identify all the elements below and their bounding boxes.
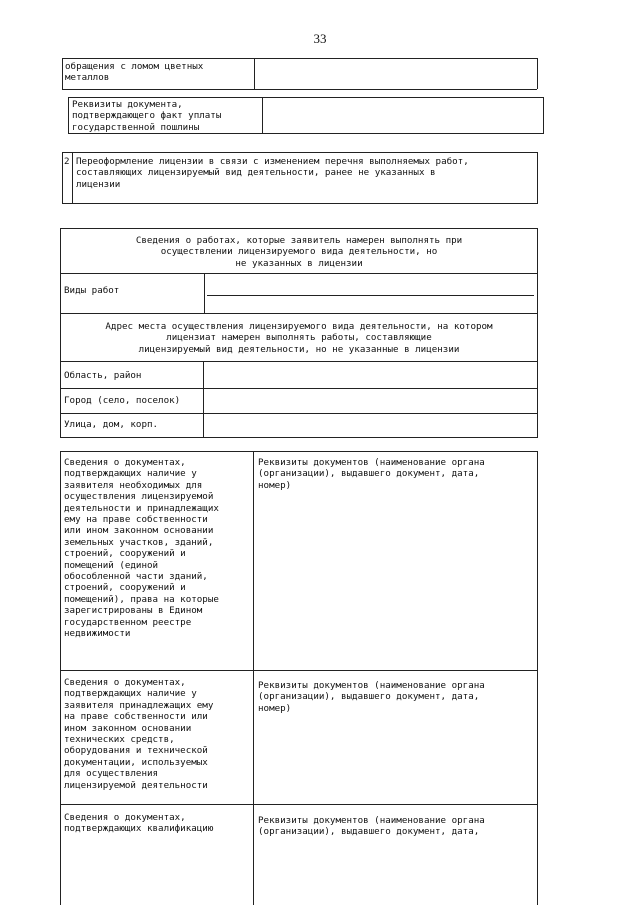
city-row-line bbox=[60, 413, 538, 414]
land-buildings-docs-label: Сведения о документах, подтверждающих наличие у заявителя необходимых для осуществления лицензируемой деятельности и принадлежащих ему на праве собственности или ином законном основании земельных участков, зданий, строений, сооружений и помещений (единой обособленной части зданий, строений, сооружений и помещений), права на которые зарегистрированы в Едином государственном реестре недвижимости bbox=[64, 457, 219, 640]
equipment-docs-label: Сведения о документах, подтверждающих наличие у заявителя принадлежащих ему на праве собственности или ином законном основании технических средств, оборудования и технической документации, используемых для осуществления лицензируемой деятельности bbox=[64, 677, 214, 791]
works-type-field[interactable] bbox=[207, 277, 534, 309]
block1-bottom-border bbox=[62, 89, 537, 90]
equipment-docs-field[interactable] bbox=[258, 718, 534, 800]
documents-table-left bbox=[60, 451, 61, 905]
land-buildings-docs-field[interactable] bbox=[258, 496, 534, 666]
works-header-line bbox=[60, 273, 538, 274]
city-field[interactable] bbox=[206, 391, 536, 411]
block1-right-border bbox=[537, 58, 538, 89]
address-header-line bbox=[60, 361, 538, 362]
works-row-divider bbox=[204, 273, 205, 313]
qualification-docs-details: Реквизиты документов (наименование органа (организации), выдавшего документ, дата, bbox=[258, 815, 485, 838]
city-label: Город (село, поселок) bbox=[64, 395, 181, 406]
block1-left-border bbox=[62, 58, 63, 89]
block1-top-border bbox=[62, 58, 537, 59]
reissue-option-number: 2 bbox=[64, 156, 70, 167]
works-row-bottom-line bbox=[60, 313, 538, 314]
documents-row2-line bbox=[60, 804, 538, 805]
state-duty-value-field[interactable] bbox=[266, 100, 540, 130]
documents-table-right bbox=[537, 451, 538, 905]
documents-table-divider bbox=[253, 451, 254, 905]
documents-row1-line bbox=[60, 670, 538, 671]
documents-table-top bbox=[60, 451, 538, 452]
reissue-option-text: Переоформление лицензии в связи с изменением перечня выполняемых работ, составляющих лицензируемый вид деятельности, ранее не указанных в лицензии bbox=[76, 156, 469, 190]
land-buildings-docs-details: Реквизиты документов (наименование органа (организации), выдавшего документ, дата, номер) bbox=[258, 457, 485, 491]
page-number: 33 bbox=[313, 31, 327, 46]
address-header: Адрес места осуществления лицензируемого вида деятельности, на котором лицензиат намерен выполнять работы, составляющие лицензируемый вид деятельности, но не указанные в лицензии bbox=[105, 321, 493, 355]
block2-divider bbox=[262, 97, 263, 134]
block1-divider bbox=[254, 58, 255, 89]
region-field[interactable] bbox=[206, 364, 536, 386]
qualification-docs-label: Сведения о документах, подтверждающих квалификацию bbox=[64, 812, 214, 835]
street-label: Улица, дом, корп. bbox=[64, 419, 159, 430]
region-row-line bbox=[60, 388, 538, 389]
address-rows-divider bbox=[203, 361, 204, 438]
block1-label: обращения с ломом цветных металлов bbox=[65, 61, 204, 84]
reissue-number-divider bbox=[72, 152, 73, 204]
state-duty-label: Реквизиты документа, подтверждающего факт уплаты государственной пошлины bbox=[72, 99, 222, 133]
region-label: Область, район bbox=[64, 370, 142, 381]
works-header: Сведения о работах, которые заявитель намерен выполнять при осуществлении лицензируемого вида деятельности, но не указанных в лицензии bbox=[135, 235, 463, 269]
works-type-label: Виды работ bbox=[64, 285, 120, 296]
street-field[interactable] bbox=[206, 416, 536, 436]
equipment-docs-details: Реквизиты документов (наименование органа (организации), выдавшего документ, дата, номер) bbox=[258, 680, 485, 714]
